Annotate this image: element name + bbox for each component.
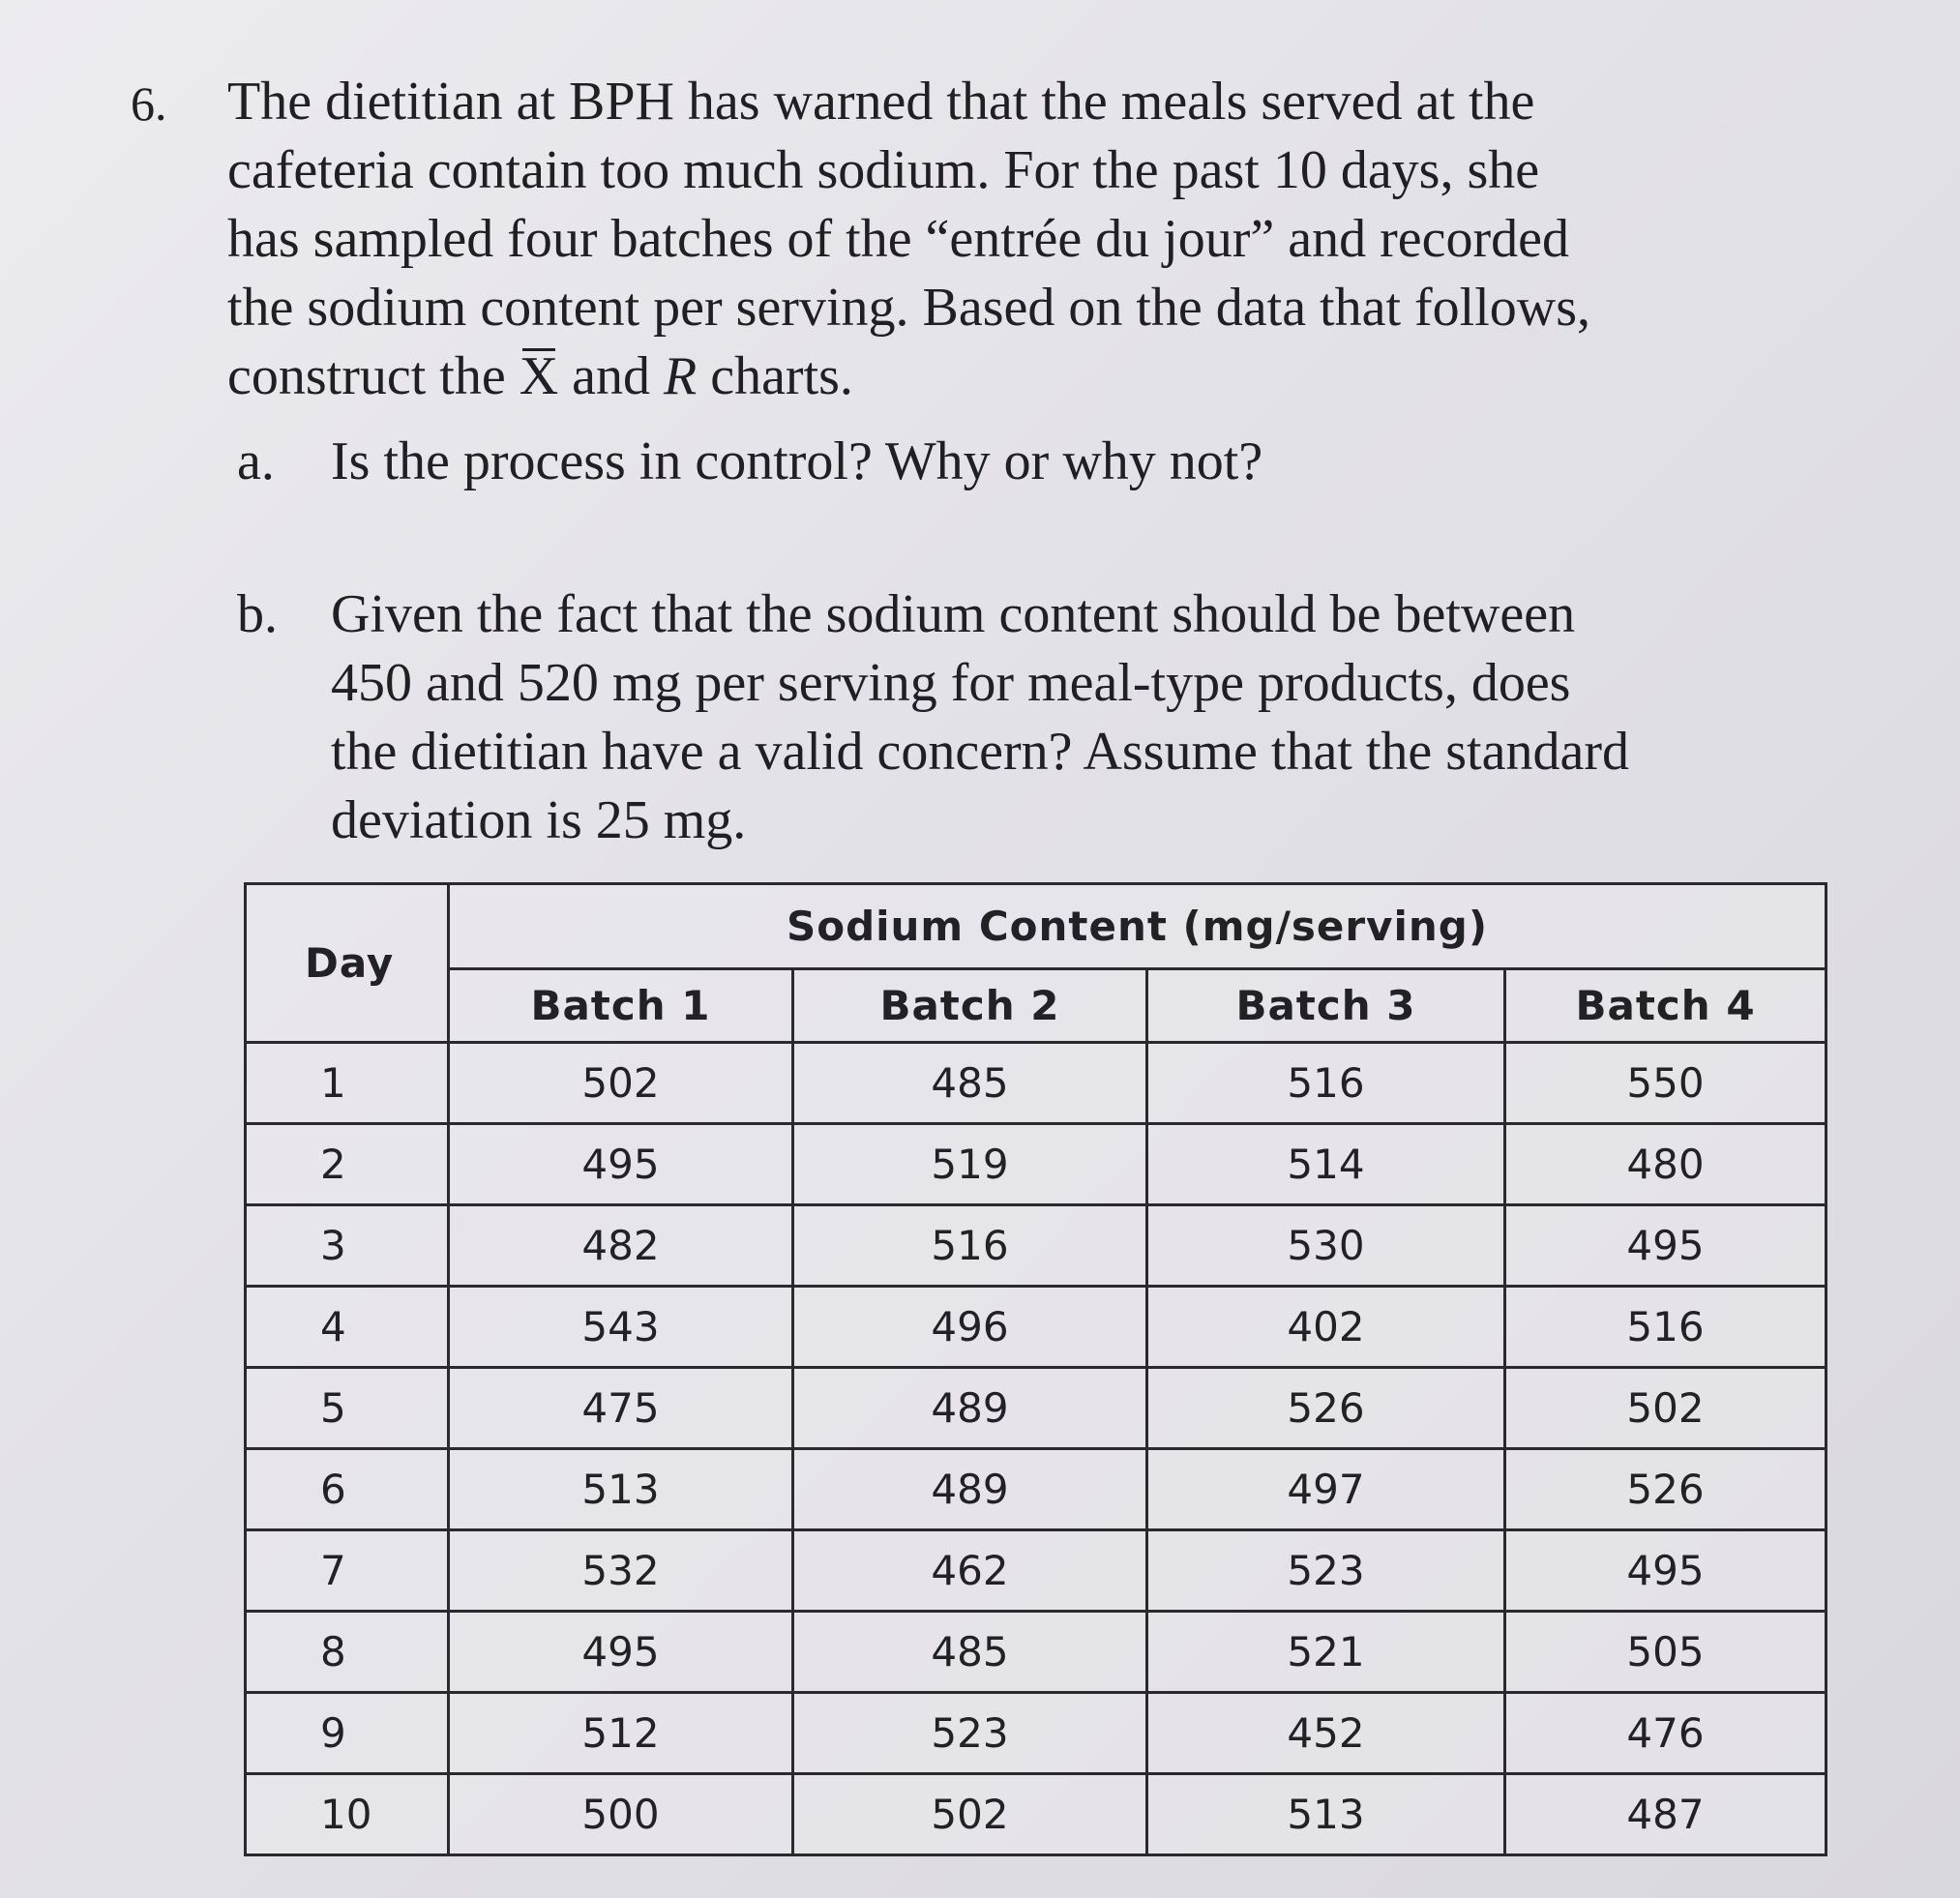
part-a-label: a. [237,431,275,491]
part-b-line-2: 450 and 520 mg per serving for meal-type products, does [331,653,1571,713]
batch-1-cell: 502 [449,1043,793,1124]
batch-4-cell: 495 [1505,1205,1826,1287]
batch-4-header: Batch 4 [1505,969,1826,1043]
stem-line-4: the sodium content per serving. Based on the data that follows, [227,278,1591,338]
table-row [246,1612,1826,1693]
batch-1-cell: 500 [449,1774,793,1855]
day-column-header: Day [246,884,449,1043]
stem-line-5 [227,342,1795,411]
batch-3-cell: 497 [1147,1449,1505,1530]
batch-header-row [246,969,1826,1043]
table-row [246,1287,1826,1368]
batch-3-cell: 526 [1147,1368,1505,1449]
sodium-group-header: Sodium Content (mg/serving) [449,884,1826,969]
batch-2-cell: 519 [793,1124,1147,1205]
sodium-content-table [244,882,1827,1856]
table-header-row [246,884,1826,969]
batch-4-cell: 495 [1505,1530,1826,1612]
part-b-text [331,580,1763,855]
batch-4-cell: 476 [1505,1693,1826,1774]
part-b-line-4: deviation is 25 mg. [331,790,747,850]
batch-1-cell: 495 [449,1124,793,1205]
batch-1-cell: 532 [449,1530,793,1612]
table-row [246,1205,1826,1287]
batch-1-cell: 482 [449,1205,793,1287]
batch-2-cell: 516 [793,1205,1147,1287]
day-cell: 5 [246,1368,449,1449]
day-cell: 4 [246,1287,449,1368]
r-symbol: R [664,346,698,406]
batch-2-cell: 502 [793,1774,1147,1855]
table-row [246,1693,1826,1774]
stem-line-5-after: charts. [697,346,853,406]
batch-1-cell: 513 [449,1449,793,1530]
batch-2-cell: 462 [793,1530,1147,1612]
batch-3-cell: 452 [1147,1693,1505,1774]
stem-line-1: The dietitian at BPH has warned that the meals served at the [227,72,1535,132]
day-cell: 9 [246,1693,449,1774]
batch-3-cell: 523 [1147,1530,1505,1612]
batch-1-cell: 543 [449,1287,793,1368]
table-row [246,1530,1826,1612]
batch-3-cell: 530 [1147,1205,1505,1287]
part-a-text: Is the process in control? Why or why not? [331,431,1263,491]
batch-3-header: Batch 3 [1147,969,1505,1043]
batch-3-cell: 402 [1147,1287,1505,1368]
batch-2-cell: 485 [793,1043,1147,1124]
table-row [246,1124,1826,1205]
day-cell: 7 [246,1530,449,1612]
day-cell: 10 [246,1774,449,1855]
batch-2-cell: 489 [793,1368,1147,1449]
table-row [246,1368,1826,1449]
batch-2-cell: 489 [793,1449,1147,1530]
x-bar-symbol: X [520,342,558,411]
batch-1-header: Batch 1 [449,969,793,1043]
batch-2-cell: 496 [793,1287,1147,1368]
part-b-line-1: Given the fact that the sodium content should be between [331,584,1576,644]
stem-line-3: has sampled four batches of the “entrée du jour” and recorded [227,209,1569,269]
problem-stem [227,68,1795,411]
stem-line-5-before: construct the [227,346,520,406]
part-b-label: b. [237,584,278,644]
batch-2-cell: 523 [793,1693,1147,1774]
batch-4-cell: 502 [1505,1368,1826,1449]
batch-1-cell: 475 [449,1368,793,1449]
day-cell: 6 [246,1449,449,1530]
day-cell: 3 [246,1205,449,1287]
table-row [246,1043,1826,1124]
batch-1-cell: 512 [449,1693,793,1774]
batch-3-cell: 513 [1147,1774,1505,1855]
batch-3-cell: 516 [1147,1043,1505,1124]
table-row [246,1449,1826,1530]
batch-1-cell: 495 [449,1612,793,1693]
day-cell: 8 [246,1612,449,1693]
batch-4-cell: 516 [1505,1287,1826,1368]
stem-line-2: cafeteria contain too much sodium. For the past 10 days, she [227,140,1540,200]
stem-line-5-middle: and [558,346,664,406]
batch-3-cell: 514 [1147,1124,1505,1205]
batch-4-cell: 480 [1505,1124,1826,1205]
sodium-table-container [244,882,1825,1854]
batch-4-cell: 487 [1505,1774,1826,1855]
day-cell: 1 [246,1043,449,1124]
table-row [246,1774,1826,1855]
problem-number: 6. [131,76,167,131]
batch-2-cell: 485 [793,1612,1147,1693]
batch-3-cell: 521 [1147,1612,1505,1693]
batch-2-header: Batch 2 [793,969,1147,1043]
day-cell: 2 [246,1124,449,1205]
batch-4-cell: 550 [1505,1043,1826,1124]
batch-4-cell: 526 [1505,1449,1826,1530]
part-b-line-3: the dietitian have a valid concern? Assume that the standard [331,722,1629,782]
batch-4-cell: 505 [1505,1612,1826,1693]
